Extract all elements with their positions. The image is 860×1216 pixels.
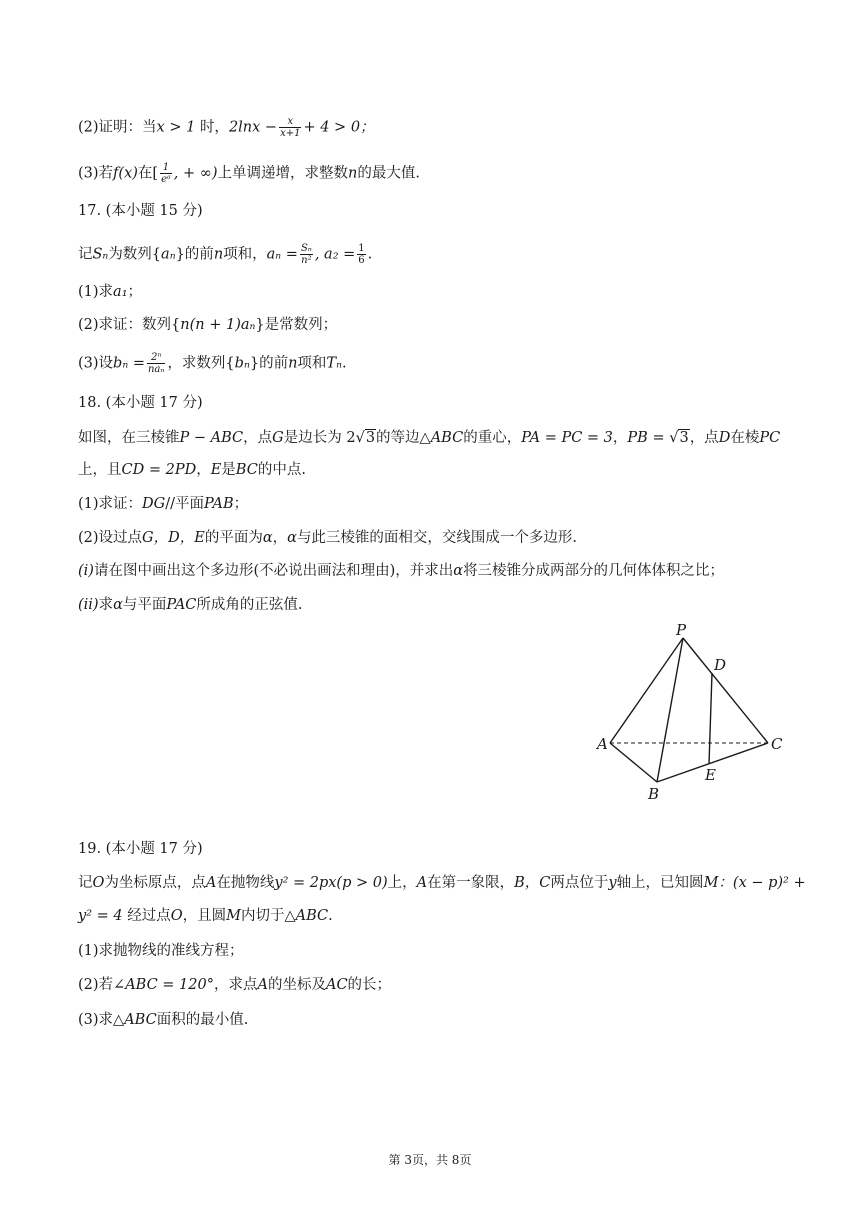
text: 上， <box>387 875 417 891</box>
frac-num: 1 <box>160 162 172 174</box>
sqrt-radicand: 3 <box>679 430 689 446</box>
q18-part2 <box>78 528 800 548</box>
math: α <box>287 530 297 546</box>
math: α <box>453 563 464 579</box>
fraction <box>357 243 365 266</box>
text: . <box>367 246 373 263</box>
label-p: P <box>676 621 687 639</box>
text: 内切于△ <box>240 908 296 924</box>
frac-num: 1 <box>358 243 365 254</box>
math: x > 1 <box>156 119 196 136</box>
text: ， <box>612 430 628 446</box>
math: O <box>170 908 183 924</box>
text: }的前 <box>175 246 214 263</box>
math: PC <box>759 430 781 446</box>
edge-pb <box>657 638 683 782</box>
text: 记 <box>78 246 93 263</box>
text: 是边长为 <box>283 430 342 446</box>
math: α <box>262 530 273 546</box>
math: y² = 4 <box>78 908 123 924</box>
math: P − ABC <box>179 430 244 446</box>
q17-part3 <box>78 352 800 375</box>
text: 上，且 <box>78 462 122 478</box>
q18-part2-i <box>78 561 800 581</box>
q16-part3 <box>78 162 800 185</box>
math: G，D，E <box>142 530 205 546</box>
math: O <box>92 875 105 891</box>
text: 的坐标及 <box>267 977 326 993</box>
page-footer: 第 3页，共 8页 <box>388 1153 472 1167</box>
text: ，点 <box>689 430 719 446</box>
q18-part1 <box>78 494 800 514</box>
frac-den: eᵃ <box>161 174 171 185</box>
text: //平面 <box>165 496 205 512</box>
math: ABC <box>124 1012 157 1028</box>
math: PAC <box>166 597 197 613</box>
math: , + ∞) <box>173 165 218 182</box>
text: . <box>328 908 333 924</box>
q18-stem-line1: 如图，在三棱锥P − ABC，点G是边长为 2√3的等边△ABC的重心，PA = PC = 3，PB = √3，点D在棱PC <box>78 430 781 446</box>
frac-num: x <box>279 116 301 128</box>
q19-part2 <box>78 975 800 995</box>
q18-stem-line2 <box>78 460 800 480</box>
text: 在第一象限， <box>427 875 515 891</box>
q16-part2 <box>78 116 800 139</box>
text: (3)设 <box>78 355 114 372</box>
frac-num: Sₙ <box>300 243 312 254</box>
text: 时， <box>199 119 229 136</box>
text: 求 <box>98 597 114 613</box>
fraction <box>300 243 313 266</box>
q17-stem <box>78 243 800 266</box>
text: 上单调递增，求整数 <box>217 165 348 182</box>
math: f(x) <box>113 165 138 182</box>
math: PAB <box>204 496 234 512</box>
math: A <box>205 875 217 891</box>
frac-den: naₙ <box>147 364 165 375</box>
math: ABC <box>295 908 329 924</box>
math: B，C <box>514 875 551 891</box>
text: 的平面为 <box>204 530 263 546</box>
text: (2)证明：当 <box>78 119 157 136</box>
text: 项和 <box>297 355 327 372</box>
sqrt-radicand: 3 <box>365 430 376 446</box>
math: M：(x − p)² + <box>703 875 806 891</box>
text: (3)求△ <box>78 1012 125 1028</box>
text: 如图，在三棱锥 <box>78 430 180 446</box>
frac-den: n² <box>301 255 312 266</box>
q19-part3 <box>78 1010 800 1030</box>
fraction <box>279 116 301 139</box>
q17-part1 <box>78 282 800 302</box>
math: BC <box>235 462 258 478</box>
math: ABC <box>430 430 464 446</box>
text: }是常数列； <box>255 317 338 333</box>
q17-part2 <box>78 315 800 335</box>
q19-stem-line1 <box>78 873 806 893</box>
text: ， <box>272 530 288 546</box>
math: DG <box>142 496 166 512</box>
text: 的最大值. <box>357 165 420 182</box>
text: }的前 <box>249 355 289 372</box>
text: 轴上，已知圆 <box>616 875 704 891</box>
label-a: A <box>597 735 608 753</box>
math: α <box>113 597 123 613</box>
math: bₙ = <box>113 355 145 372</box>
math: bₙ <box>234 355 250 372</box>
math: PA = PC = 3 <box>521 430 613 446</box>
text: ，点 <box>243 430 273 446</box>
q18-part2-ii <box>78 595 800 615</box>
text: 记 <box>78 875 93 891</box>
math: + 4 > 0； <box>303 119 375 136</box>
text: 为坐标原点，点 <box>104 875 206 891</box>
text: 为数列{ <box>108 246 162 263</box>
math: (i) <box>78 563 94 579</box>
text: 是 <box>221 462 236 478</box>
math: AC <box>325 977 348 993</box>
text: 的等边△ <box>376 430 431 446</box>
text: (3)若 <box>78 165 114 182</box>
math: M <box>226 908 241 924</box>
text: 经过点 <box>127 908 171 924</box>
math: Sₙ <box>92 246 109 263</box>
text: (2)设过点 <box>78 530 143 546</box>
math: (ii) <box>78 597 99 613</box>
text: 请在图中画出这个多边形(不必说出画法和理由)，并求出 <box>93 563 454 579</box>
math: aₙ = <box>266 246 298 263</box>
fraction <box>147 352 165 375</box>
text: ，求数列{ <box>167 355 235 372</box>
math: ∠ABC = 120° <box>113 977 214 993</box>
math: n <box>347 165 358 182</box>
math: CD = 2PD <box>121 462 197 478</box>
text: 在[ <box>137 165 159 182</box>
edge-ab <box>610 743 657 782</box>
text: 在抛物线 <box>216 875 275 891</box>
text: (1)求证： <box>78 496 143 512</box>
frac-den: x+1 <box>280 128 301 139</box>
text: 两点位于 <box>550 875 609 891</box>
text: 的重心， <box>463 430 522 446</box>
text: 面积的最小值. <box>156 1012 249 1028</box>
label-d: D <box>714 656 727 674</box>
math: a₁ <box>113 284 128 300</box>
frac-den: 6 <box>358 255 365 266</box>
math: E <box>210 462 222 478</box>
text: ； <box>127 284 143 300</box>
math: aₙ <box>161 246 176 263</box>
text: 在棱 <box>730 430 760 446</box>
text: 的中点. <box>257 462 306 478</box>
edge-pc <box>683 638 768 743</box>
q19-part1: (1)求抛物线的准线方程； <box>78 943 244 959</box>
math: n(n + 1)aₙ <box>180 317 256 333</box>
label-b: B <box>648 785 660 803</box>
math: , a₂ = <box>314 246 356 263</box>
math: y² = 2px(p > 0) <box>274 875 388 891</box>
text: (1)求 <box>78 284 114 300</box>
q19-stem-line2 <box>78 906 800 926</box>
math: D <box>718 430 731 446</box>
text: (2)若 <box>78 977 114 993</box>
label-e: E <box>705 766 716 784</box>
text: (2)求证：数列{ <box>78 317 181 333</box>
text: . <box>341 355 347 372</box>
text: ； <box>233 496 249 512</box>
math: PB = <box>627 430 665 446</box>
math: n <box>213 246 224 263</box>
text: 的长； <box>347 977 392 993</box>
segment-de <box>709 673 712 764</box>
math: A <box>416 875 428 891</box>
math: n <box>288 355 298 372</box>
q17-header: 17. (本小题 15 分) <box>78 203 203 219</box>
fraction <box>160 162 172 185</box>
text: ，求点 <box>213 977 258 993</box>
math: A <box>257 977 268 993</box>
label-c: C <box>771 735 783 753</box>
math: 2 <box>346 430 356 446</box>
pyramid-figure <box>590 618 800 808</box>
frac-num: 2ⁿ <box>147 352 165 364</box>
q18-header: 18. (本小题 17 分) <box>78 395 203 411</box>
text: 与平面 <box>122 597 167 613</box>
text: 与此三棱锥的面相交，交线围成一个多边形. <box>296 530 578 546</box>
text: 将三棱锥分成两部分的几何体体积之比； <box>463 563 725 579</box>
math: Tₙ <box>326 355 342 372</box>
text: ，且圆 <box>182 908 227 924</box>
edge-pa <box>610 638 683 743</box>
text: 所成角的正弦值. <box>196 597 303 613</box>
math: G <box>272 430 284 446</box>
math: 2lnx − <box>228 119 278 136</box>
q19-header: 19. (本小题 17 分) <box>78 841 203 857</box>
text: ， <box>196 462 211 478</box>
math: y <box>608 875 617 891</box>
text: 项和， <box>223 246 267 263</box>
